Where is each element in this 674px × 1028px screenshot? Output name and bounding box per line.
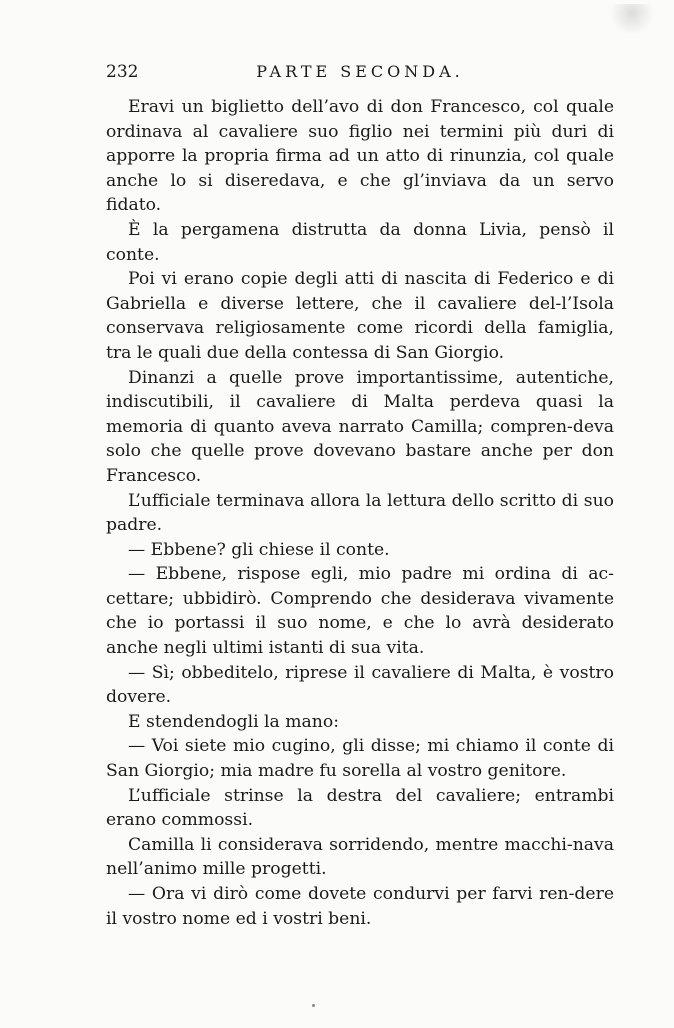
footer-dot [312,1004,315,1007]
running-head: PARTE SECONDA. [256,62,464,81]
paragraph: Eravi un biglietto dell’avo di don Francesco, col quale ordinava al cavaliere suo figlio nei termini più duri di apporre la propria firma ad un atto di rinunzia, col quale anche lo si diseredava, e che gl’inviava da un servo fidato. [106,97,614,216]
body-text [106,95,614,931]
paragraph: — Ebbene? gli chiese il conte. [128,539,390,560]
paragraph: — Voi siete mio cugino, gli disse; mi chiamo il conte di San Giorgio; mia madre fu sorella al vostro genitore. [106,736,614,782]
paragraph: Dinanzi a quelle prove importantissime, autentiche, indiscutibili, il cavaliere di Malta perdeva quasi la memoria di quanto aveva narrato Camilla; compren-deva solo che quelle prove dovevano bastare anche per don Francesco. [106,367,614,486]
scan-smudge [602,4,662,34]
paragraph: Camilla li considerava sorridendo, mentre macchi-nava nell’animo mille progetti. [106,834,614,880]
paragraph: — Ebbene, rispose egli, mio padre mi ordina di ac-cettare; ubbidirò. Comprendo che desiderava vivamente che io portassi il suo nome, e che lo avrà desiderato anche negli ultimi istanti di sua vita. [106,564,614,659]
paragraph: — Sì; obbeditelo, riprese il cavaliere di Malta, è vostro dovere. [106,662,614,708]
paragraph: L’ufficiale terminava allora la lettura dello scritto di suo padre. [106,490,614,536]
paragraph: È la pergamena distrutta da donna Livia, pensò il conte. [106,219,614,265]
paragraph: E stendendogli la mano: [128,711,339,732]
paragraph: Poi vi erano copie degli atti di nascita di Federico e di Gabriella e diverse lettere, che il cavaliere del-l’Isola conservava religiosamente come ricordi della famiglia, tra le quali due della contessa di San Giorgio. [106,269,614,363]
paragraph: — Ora vi dirò come dovete condurvi per farvi ren-dere il vostro nome ed i vostri beni. [106,884,614,929]
page-header [106,62,614,86]
paragraph: L’ufficiale strinse la destra del cavaliere; entrambi erano commossi. [106,785,614,831]
page-number: 232 [106,62,139,82]
